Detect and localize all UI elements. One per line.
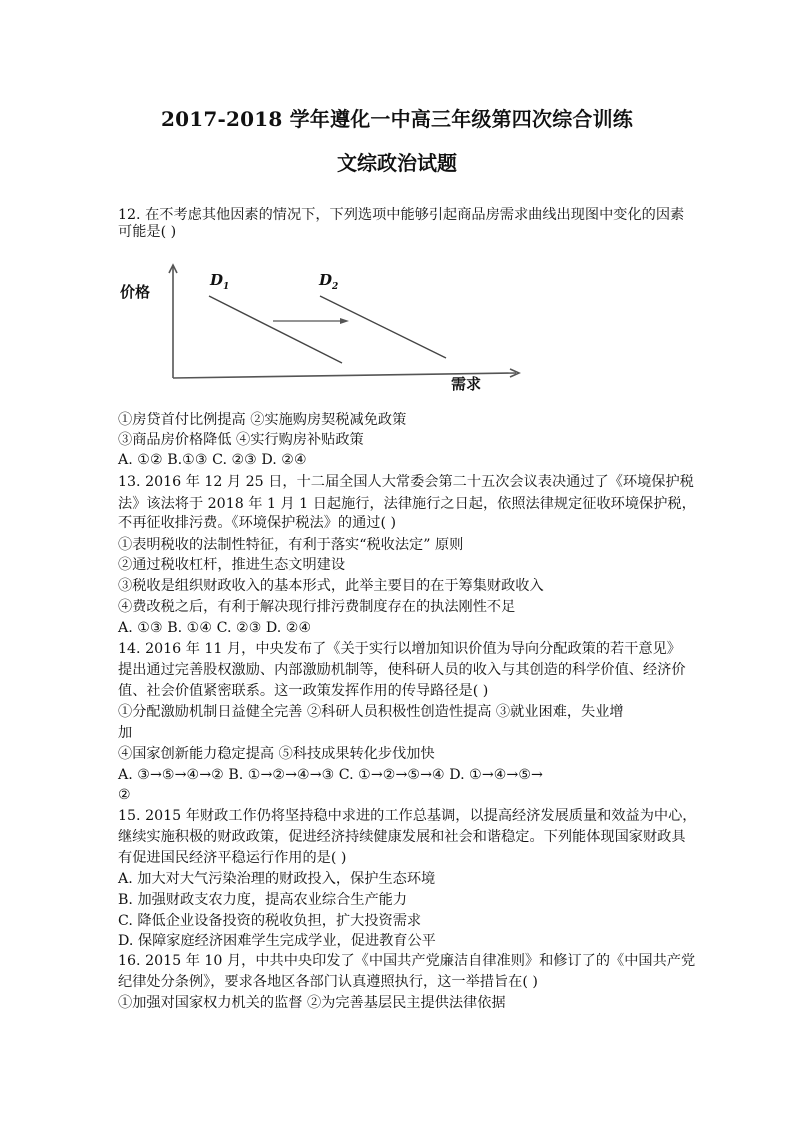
option-line: B. 加强财政支农力度，提高农业综合生产能力: [118, 892, 408, 908]
question-line: 提出通过完善股权激励、内部激励机制等，使科研人员的收入与其创造的科学价值、经济价: [118, 662, 686, 678]
question-line: 可能是( ): [118, 224, 177, 240]
option-line: ③税收是组织财政收入的基本形式，此举主要目的在于筹集财政收入: [118, 578, 544, 594]
d2-letter: D: [319, 271, 333, 289]
d2-subscript: 2: [332, 282, 339, 292]
d1-subscript: 1: [223, 282, 230, 292]
demand-curve-diagram: [118, 257, 528, 402]
d2-label: [319, 271, 338, 292]
option-line: ①分配激励机制日益健全完善 ②科研人员积极性创造性提高 ③就业困难，失业增: [118, 704, 624, 720]
question-line: 13. 2016 年 12 月 25 日，十二届全国人大常委会第二十五次会议表决通过了《环境保护税: [118, 474, 694, 490]
question-line: 值、社会价值紧密联系。这一政策发挥作用的传导路径是( ): [118, 683, 489, 699]
curve-d2: [320, 296, 446, 358]
answer-choices-continued: ②: [118, 787, 131, 803]
option-line: ④国家创新能力稳定提高 ⑤科技成果转化步伐加快: [118, 746, 435, 762]
answer-choices: A. ③→⑤→④→② B. ①→②→④→③ C. ①→②→⑤→④ D. ①→④→⑤→: [118, 767, 543, 783]
option-line: ③商品房价格降低 ④实行购房补贴政策: [118, 432, 364, 448]
document-title: 2017-2018 学年遵化一中高三年级第四次综合训练: [161, 107, 633, 131]
price-axis-label: 价格: [120, 283, 151, 301]
question-line: 法》该法将于 2018 年 1 月 1 日起施行，法律施行之日起，依照法律规定征收环境保护税，: [118, 496, 696, 512]
question-line: 12. 在不考虑其他因素的情况下，下列选项中能够引起商品房需求曲线出现图中变化的因素: [118, 207, 685, 223]
question-line: 16. 2015 年 10 月，中共中央印发了《中国共产党廉洁自律准则》和修订了的《中国共产党: [118, 953, 696, 969]
option-line: A. 加大对大气污染治理的财政投入，保护生态环境: [118, 871, 436, 887]
answer-choices: A. ①② B.①③ C. ②③ D. ②④: [118, 452, 307, 468]
d1-label: [210, 271, 229, 292]
demand-axis-label: 需求: [451, 375, 482, 393]
question-line: 14. 2016 年 11 月，中央发布了《关于实行以增加知识价值为导向分配政策的若干意见》: [118, 641, 681, 657]
option-line: ①加强对国家权力机关的监督 ②为完善基层民主提供法律依据: [118, 995, 506, 1011]
option-line: ①表明税收的法制性特征，有利于落实“税收法定” 原则: [118, 537, 464, 553]
question-line: 继续实施积极的财政政策，促进经济持续健康发展和社会和谐稳定。下列能体现国家财政具: [118, 829, 686, 845]
question-line: 纪律处分条例》，要求各地区各部门认真遵照执行，这一举措旨在( ): [118, 974, 538, 990]
document-subtitle: 文综政治试题: [337, 151, 457, 175]
question-line: 不再征收排污费。《环境保护税法》的通过( ): [118, 515, 397, 531]
question-line: 15. 2015 年财政工作仍将坚持稳中求进的工作总基调，以提高经济发展质量和效益为中心，: [118, 808, 697, 824]
question-line: 有促进国民经济平稳运行作用的是( ): [118, 850, 347, 866]
curve-d1: [209, 296, 342, 363]
shift-arrow-head: [340, 318, 349, 324]
option-line: ②通过税收杠杆，推进生态文明建设: [118, 557, 346, 573]
option-line: ④费改税之后，有利于解决现行排污费制度存在的执法刚性不足: [118, 599, 516, 615]
d1-letter: D: [210, 271, 224, 289]
option-line: D. 保障家庭经济困难学生完成学业，促进教育公平: [118, 933, 436, 949]
option-line: 加: [118, 725, 133, 741]
option-line: C. 降低企业设备投资的税收负担，扩大投资需求: [118, 913, 422, 929]
answer-choices: A. ①③ B. ①④ C. ②③ D. ②④: [118, 620, 312, 636]
option-line: ①房贷首付比例提高 ②实施购房契税减免政策: [118, 412, 407, 428]
